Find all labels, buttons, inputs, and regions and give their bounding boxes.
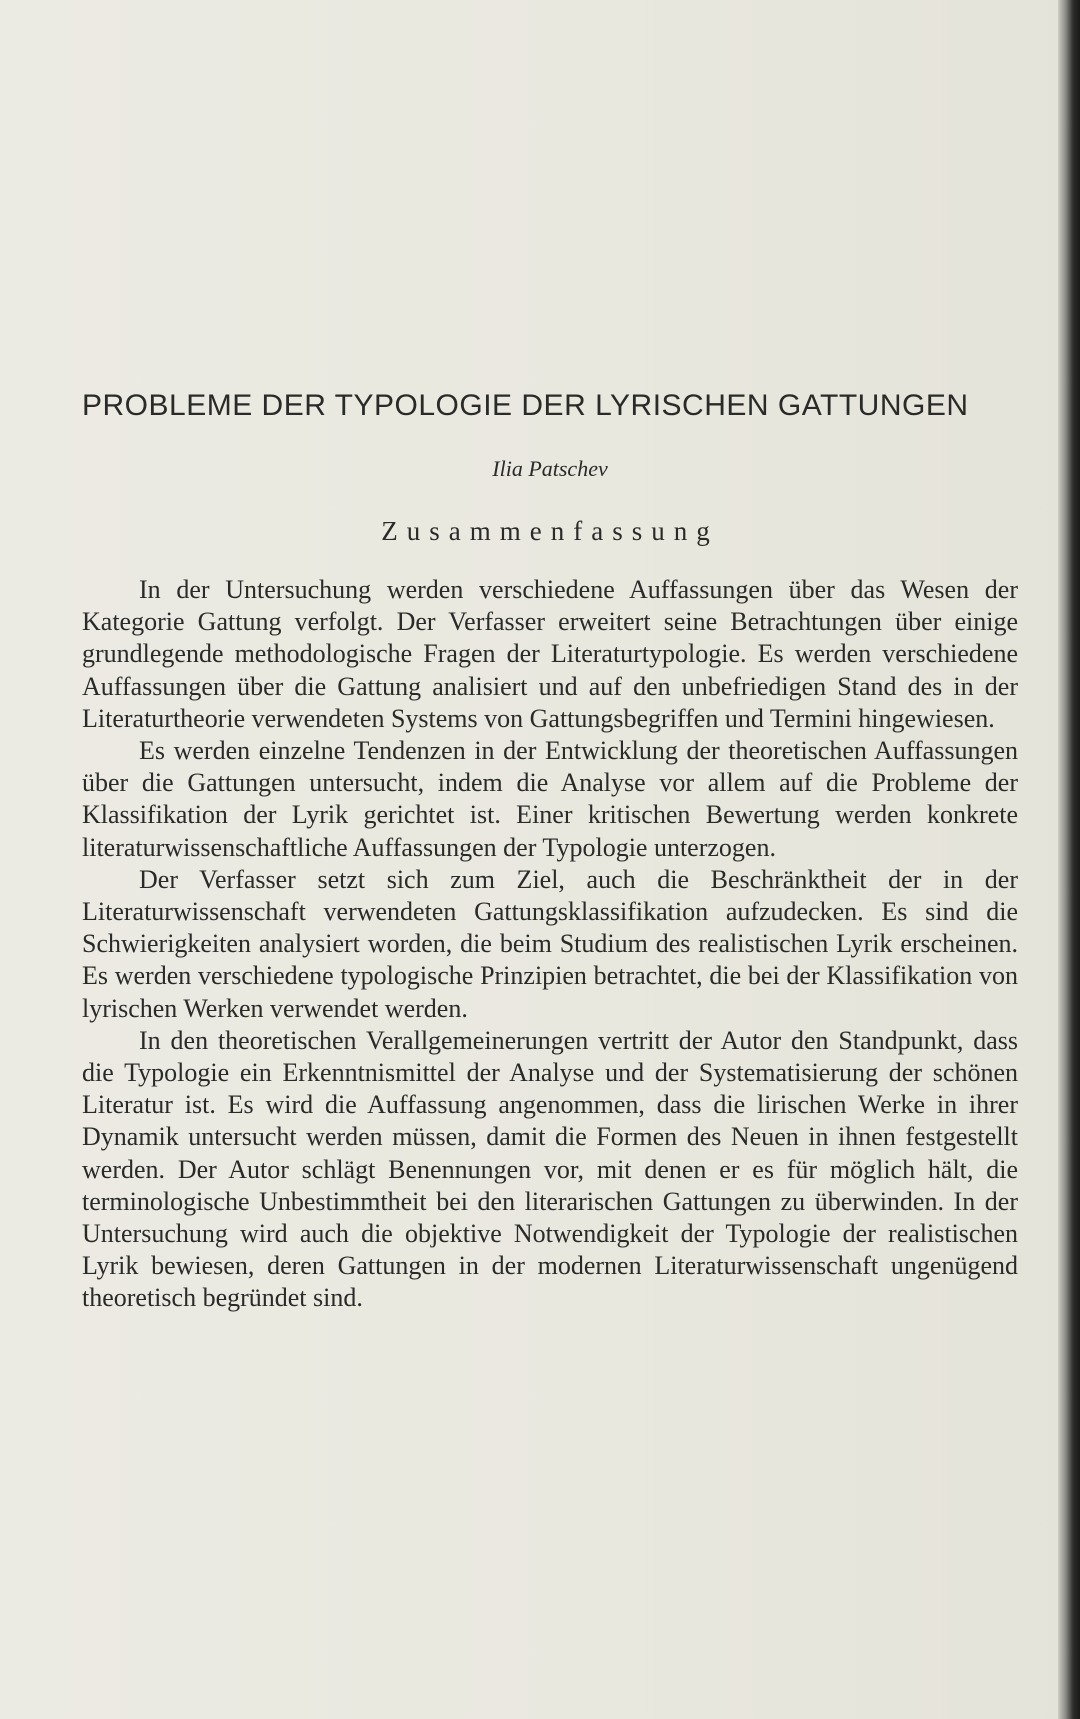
summary-heading: Zusammenfassung <box>381 516 719 546</box>
paragraph: In den theoretischen Verallgemeinerungen vertritt der Autor den Standpunkt, dass die Typologie ein Erkenntnismittel der Analyse und der Systematisierung der schönen Literatur ist. Es wird die Auffassung angenommen, dass die lirischen Werke in ihrer Dynamik untersucht werden müssen, damit die Formen des Neuen in ihnen festgestellt werden. Der Autor schlägt Benennungen vor, mit denen er es für möglich hält, die terminologische Unbestimmtheit bei den literarischen Gattungen zu überwinden. In der Untersuchung wird auch die objektive Notwendigkeit der Typologie der realistischen Lyrik bewiesen, deren Gattungen in der modernen Literaturwissenschaft ungenügend theoretisch begründet sind. <box>82 1025 1018 1313</box>
author-name: Ilia Patschev <box>492 456 608 481</box>
paragraph: Es werden einzelne Tendenzen in der Entwicklung der theoretischen Auffassungen über die Gattungen untersucht, indem die Analyse vor allem auf die Probleme der Klassifikation der Lyrik gerichtet ist. Einer kritischen Bewertung werden konkrete literaturwissenschaftliche Auffassungen der Typologie unterzogen. <box>82 736 1018 862</box>
document-content <box>82 386 1018 1315</box>
summary-body <box>82 574 1018 1315</box>
paragraph: In der Untersuchung werden verschiedene Auffassungen über das Wesen der Kategorie Gattung verfolgt. Der Verfasser erweitert seine Betrachtungen über einige grundlegende methodologische Fragen der Literaturtypologie. Es werden verschiedene Auffassungen über die Gattung analisiert und auf den unbefriedigen Stand des in der Literaturtheorie verwendeten Systems von Gattungsbegriffen und Termini hingewiesen. <box>82 575 1018 733</box>
page-edge-shadow <box>1058 0 1080 1719</box>
paragraph: Der Verfasser setzt sich zum Ziel, auch die Beschränktheit der in der Literaturwissenschaft verwendeten Gattungsklassifikation aufzudecken. Es sind die Schwierigkeiten analysiert worden, die beim Studium des realistischen Lyrik erscheinen. Es werden verschiedene typologische Prinzipien betrachtet, die bei der Klassifikation von lyrischen Werken verwendet werden. <box>82 864 1018 1023</box>
document-title: PROBLEME DER TYPOLOGIE DER LYRISCHEN GATTUNGEN <box>82 389 969 422</box>
